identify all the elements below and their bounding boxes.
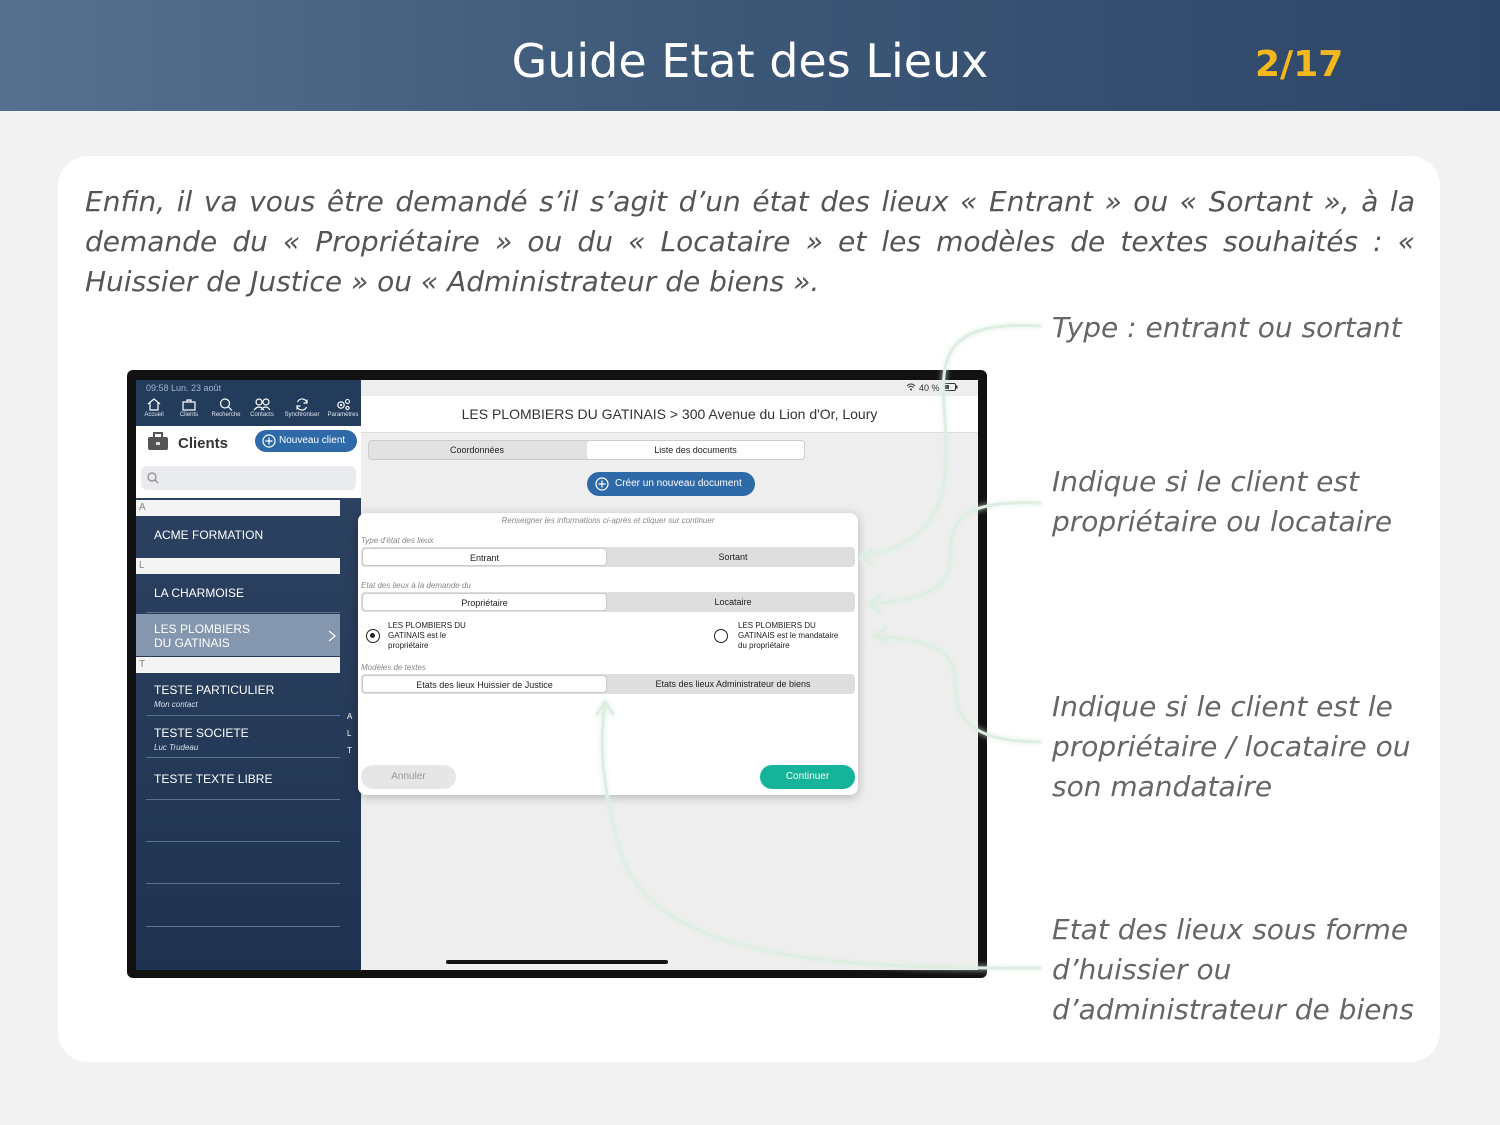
app-screen	[136, 380, 978, 970]
sidebar	[136, 380, 361, 970]
divider	[146, 926, 340, 927]
client-item-societe[interactable]: TESTE SOCIETE Luc Trudeau	[154, 726, 249, 752]
nav-recherche[interactable]: Recherche	[208, 398, 244, 418]
search-input[interactable]	[141, 466, 356, 490]
plus-circle-icon	[595, 477, 609, 491]
alpha-index-a[interactable]: A	[347, 712, 353, 721]
radio-proprietaire-label: LES PLOMBIERS DU GATINAIS est le propriétaire	[388, 621, 466, 650]
home-indicator	[446, 960, 668, 964]
home-icon	[147, 398, 161, 411]
nav-synchroniser[interactable]: Synchroniser	[284, 398, 320, 418]
cancel-button[interactable]: Annuler	[361, 765, 456, 789]
radio-mandataire-label: LES PLOMBIERS DU GATINAIS est le mandataire du propriétaire	[738, 621, 839, 650]
annotation-owner: Indique si le client est propriétaire ou locataire	[1052, 465, 1393, 538]
type-sortant[interactable]: Sortant	[718, 552, 748, 562]
divider	[146, 612, 340, 613]
status-battery: 40 %	[906, 383, 958, 393]
client-item-particulier[interactable]: TESTE PARTICULIER Mon contact	[154, 683, 275, 709]
clients-bar	[136, 426, 361, 458]
page-title: LES PLOMBIERS DU GATINAIS > 300 Avenue du Lion d'Or, Loury	[361, 396, 978, 433]
plus-circle-icon	[262, 434, 276, 448]
create-document-button[interactable]: Créer un nouveau document	[587, 472, 755, 496]
nav-bar	[136, 380, 361, 426]
divider	[146, 799, 340, 800]
gear-icon	[335, 398, 351, 411]
search-area	[136, 458, 361, 498]
modal-hint: Renseigner les informations ci-après et cliquer sur continuer	[501, 516, 715, 525]
nav-parametres[interactable]: Paramètres	[325, 398, 361, 418]
slide-header	[0, 0, 1500, 111]
alpha-index-t[interactable]: T	[347, 746, 352, 755]
demand-segment	[361, 592, 855, 612]
demand-label: Etat des lieux à la demande du	[361, 581, 471, 590]
section-letter-t: T	[136, 657, 340, 673]
tab-coordonnees[interactable]: Coordonnées	[449, 445, 505, 455]
client-item-charmoise[interactable]: LA CHARMOISE	[154, 586, 245, 600]
divider	[146, 757, 340, 758]
search-icon	[219, 398, 233, 411]
battery-icon	[942, 383, 958, 391]
annotation-type: Type : entrant ou sortant	[1052, 311, 1402, 344]
new-client-button[interactable]: Nouveau client	[255, 430, 357, 452]
nav-clients[interactable]: Clients	[171, 398, 207, 418]
tab-documents[interactable]: Liste des documents	[587, 441, 804, 459]
client-item-texte-libre[interactable]: TESTE TEXTE LIBRE	[154, 772, 273, 786]
briefcase-icon	[147, 432, 169, 451]
nav-contacts[interactable]: Contacts	[244, 398, 280, 418]
contacts-icon	[253, 398, 271, 411]
divider	[146, 883, 340, 884]
tab-bar	[368, 440, 805, 460]
annotation-models: Etat des lieux sous forme d’huissier ou d’administrateur de biens	[1052, 913, 1414, 1026]
continue-button[interactable]: Continuer	[760, 765, 855, 789]
wifi-icon	[906, 383, 916, 391]
model-administrateur[interactable]: Etats des lieux Administrateur de biens	[655, 679, 811, 689]
client-item-acme[interactable]: ACME FORMATION	[154, 528, 264, 542]
type-label: Type d'état des lieux	[361, 536, 434, 545]
search-icon	[147, 472, 159, 484]
new-document-modal	[358, 513, 858, 795]
type-segment	[361, 547, 855, 567]
model-huissier[interactable]: Etats des lieux Huissier de Justice	[362, 675, 607, 693]
type-entrant[interactable]: Entrant	[362, 548, 607, 566]
status-time: 09:58 Lun. 23 août	[146, 383, 222, 393]
intro-text: Enfin, il va vous être demandé s’il s’agit d’un état des lieux « Entrant » ou « Sortant », à la demande du « Propriétaire » ou du « Locataire » et les modèles de textes souhaités : « Huissier de Justice » ou « Administrateur de biens ».	[85, 185, 1415, 298]
chevron-right-icon	[328, 630, 336, 642]
divider	[146, 841, 340, 842]
models-label: Modèles de textes	[361, 663, 426, 672]
radio-proprietaire[interactable]	[366, 629, 380, 643]
alpha-index-l[interactable]: L	[347, 729, 352, 738]
slide-title: Guide Etat des Lieux	[511, 34, 989, 88]
divider	[146, 715, 340, 716]
annotation-mandataire: Indique si le client est le propriétaire / locataire ou son mandataire	[1052, 690, 1411, 803]
main-area	[361, 380, 978, 970]
demand-proprietaire[interactable]: Propriétaire	[362, 593, 607, 611]
client-item-plombiers[interactable]: LES PLOMBIERS DU GATINAIS	[136, 614, 340, 656]
section-letter-a: A	[136, 500, 340, 516]
sync-icon	[295, 398, 309, 411]
page-number: 2/17	[1255, 44, 1344, 85]
radio-mandataire[interactable]	[714, 629, 728, 643]
demand-locataire[interactable]: Locataire	[714, 597, 752, 607]
section-letter-l: L	[136, 558, 340, 574]
briefcase-icon	[182, 398, 196, 411]
clients-title: Clients	[178, 435, 229, 452]
nav-accueil[interactable]: Accueil	[136, 398, 172, 418]
models-segment	[361, 674, 855, 694]
